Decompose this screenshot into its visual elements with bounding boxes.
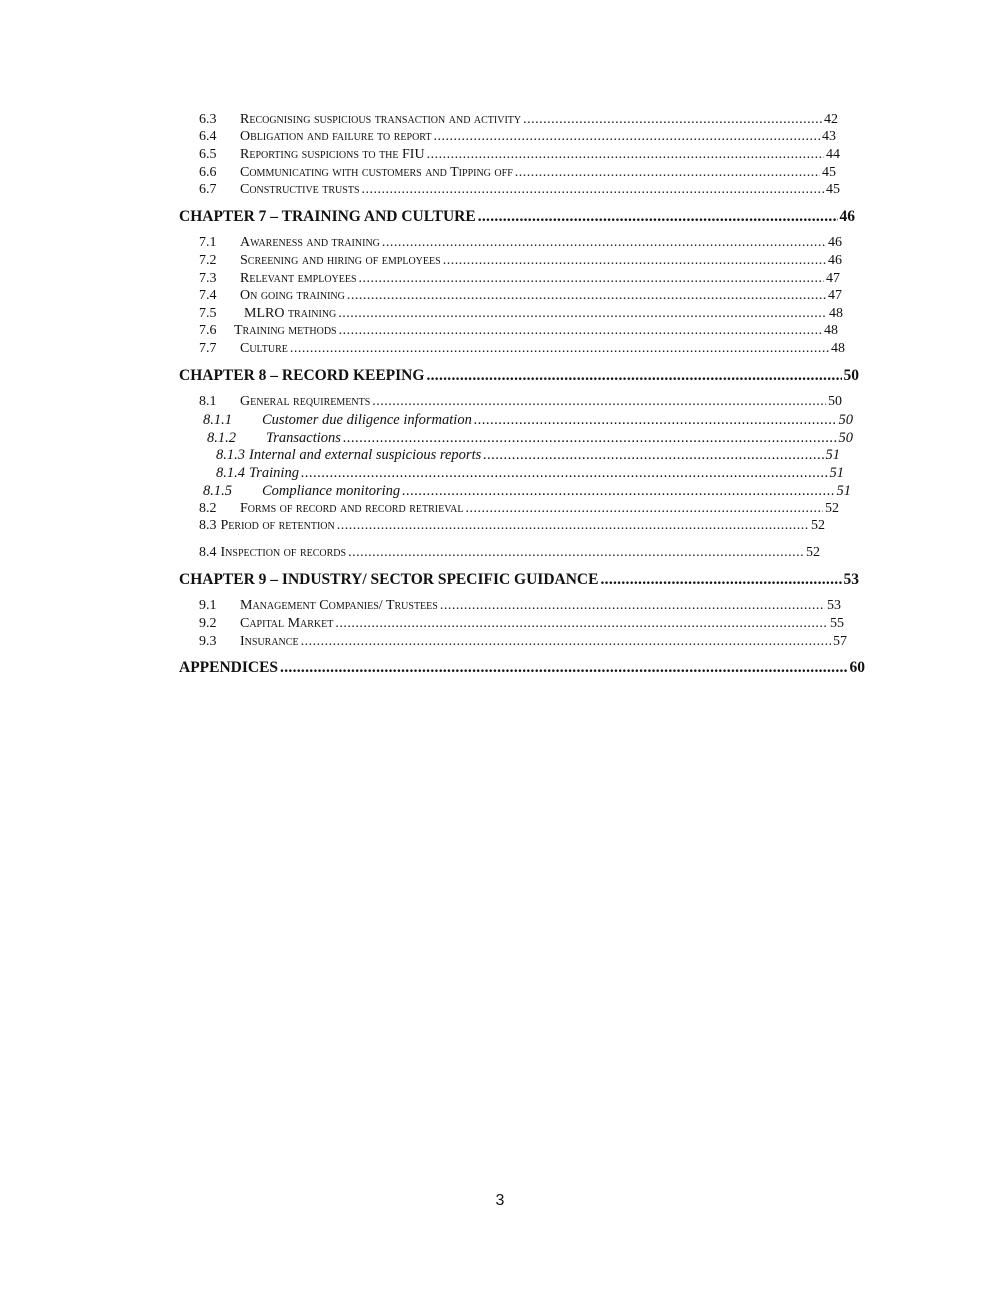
toc-entry[interactable] — [199, 129, 836, 147]
toc-entry-page: 53 — [827, 598, 841, 613]
toc-entry-page: 51 — [836, 483, 851, 499]
dot-leader — [443, 253, 826, 269]
toc-entry-title: Obligation and failure to report — [240, 129, 432, 144]
toc-entry-page: 46 — [828, 235, 842, 250]
dot-leader — [427, 147, 824, 163]
toc-entry-page: 50 — [828, 394, 842, 409]
toc-entry[interactable] — [203, 412, 853, 430]
dot-leader — [343, 430, 837, 447]
toc-entry-number: 7.3 — [199, 271, 217, 286]
dot-leader — [483, 447, 823, 464]
toc-entry[interactable] — [199, 341, 845, 359]
toc-entry-page: 43 — [822, 129, 836, 144]
dot-leader — [465, 501, 823, 517]
dot-leader — [523, 112, 822, 128]
toc-entry-page: 45 — [822, 165, 836, 180]
toc-entry-page: 55 — [830, 616, 844, 631]
toc-entry-title: Transactions — [266, 430, 341, 446]
toc-entry-number: 9.2 — [199, 616, 217, 631]
toc-entry-number: 6.3 — [199, 112, 217, 127]
toc-entry-title: Management Companies/ Trustees — [240, 598, 438, 613]
toc-entry-number: 8.1.4 — [216, 465, 245, 481]
toc-entry-number: 8.4 — [199, 545, 217, 560]
dot-leader — [339, 323, 822, 339]
toc-entry-number: 8.1 — [199, 394, 217, 409]
toc-entry-number: 7.5 — [199, 306, 217, 321]
toc-entry-number: 7.7 — [199, 341, 217, 356]
toc-entry-title: Forms of record and record retrieval — [240, 501, 464, 516]
dot-leader — [515, 165, 820, 181]
toc-entry-title: Training methods — [234, 323, 337, 338]
toc-entry-number: 8.1.1 — [203, 412, 232, 428]
toc-chapter-title: APPENDICES — [179, 659, 279, 676]
toc-entry-title: Communicating with customers and Tipping off — [240, 165, 513, 180]
toc-entry-title: Relevant employees — [240, 271, 357, 286]
toc-entry-page: 57 — [833, 634, 847, 649]
toc-entry-page: 52 — [825, 501, 839, 516]
dot-leader — [478, 208, 838, 226]
toc-chapter-page: 53 — [843, 571, 859, 588]
dot-leader — [474, 412, 837, 429]
toc-entry[interactable] — [199, 253, 842, 271]
toc-entry-title: Compliance monitoring — [262, 483, 401, 499]
toc-entry-number: 7.6 — [199, 323, 217, 338]
toc-entry-title: Internal and external suspicious reports — [249, 447, 482, 463]
toc-entry-title: Screening and hiring of employees — [240, 253, 441, 268]
toc-entry[interactable] — [199, 306, 843, 324]
toc-entry-page: 42 — [824, 112, 838, 127]
toc-entry-number: 6.5 — [199, 147, 217, 162]
toc-entry-page: 51 — [829, 465, 844, 481]
toc-entry[interactable] — [216, 465, 844, 483]
dot-leader — [433, 129, 820, 145]
toc-entry-title: Culture — [240, 341, 288, 356]
toc-entry[interactable] — [199, 165, 836, 183]
page-number: 3 — [495, 1192, 505, 1209]
toc-entry-page: 48 — [824, 323, 838, 338]
dot-leader — [290, 341, 829, 357]
dot-leader — [347, 288, 826, 304]
toc-entry-page: 46 — [828, 253, 842, 268]
toc-entry-title: Insurance — [240, 634, 299, 649]
toc-entry[interactable] — [199, 235, 842, 253]
toc-entry-number: 9.1 — [199, 598, 217, 613]
dot-leader — [348, 545, 804, 561]
toc-chapter-title: CHAPTER 8 – RECORD KEEPING — [179, 367, 425, 384]
dot-leader — [372, 394, 826, 410]
toc-entry[interactable] — [199, 394, 842, 412]
toc-chapter[interactable] — [179, 367, 859, 385]
toc-entry-number: 8.1.2 — [207, 430, 236, 446]
toc-entry-title: Customer due diligence information — [262, 412, 472, 428]
toc-chapter[interactable] — [179, 659, 865, 677]
toc-chapter-title: CHAPTER 7 – TRAINING AND CULTURE — [179, 208, 476, 225]
toc-entry-title: Training — [249, 465, 299, 481]
dot-leader — [301, 634, 831, 650]
dot-leader — [301, 465, 828, 482]
dot-leader — [440, 598, 825, 614]
toc-entry-title: Awareness and training — [240, 235, 380, 250]
dot-leader — [382, 235, 826, 251]
toc-entry-page: 45 — [826, 182, 840, 197]
dot-leader — [335, 616, 828, 632]
toc-entry[interactable] — [199, 182, 840, 200]
toc-entry[interactable] — [199, 501, 839, 519]
toc-entry-title: On going training — [240, 288, 345, 303]
toc-entry-title: Reporting suspicions to the FIU — [240, 147, 425, 162]
toc-chapter[interactable] — [179, 208, 855, 226]
toc-chapter-title: CHAPTER 9 – INDUSTRY/ SECTOR SPECIFIC GUIDANCE — [179, 571, 599, 588]
toc-entry-number: 7.4 — [199, 288, 217, 303]
toc-entry[interactable] — [216, 447, 840, 465]
toc-entry-page: 48 — [829, 306, 843, 321]
toc-entry-title: Constructive trusts — [240, 182, 360, 197]
toc-entry-number: 6.6 — [199, 165, 217, 180]
dot-leader — [600, 571, 841, 589]
toc-entry-page: 52 — [806, 545, 820, 560]
dot-leader — [426, 367, 841, 385]
toc-entry-title: General requirements — [240, 394, 371, 409]
dot-leader — [280, 659, 847, 677]
toc-entry[interactable] — [199, 147, 840, 165]
toc-entry-number: 8.1.3 — [216, 447, 245, 463]
toc-entry-title: Recognising suspicious transaction and activity — [240, 112, 522, 127]
toc-entry-page: 44 — [826, 147, 840, 162]
toc-entry[interactable] — [199, 598, 841, 616]
toc-entry-page: 50 — [838, 412, 853, 428]
toc-entry-title: MLRO training — [244, 306, 337, 321]
dot-leader — [402, 483, 834, 500]
toc-entry-page: 47 — [828, 288, 842, 303]
toc-entry-number: 8.1.5 — [203, 483, 232, 499]
toc-entry-number: 8.3 — [199, 518, 217, 533]
toc-entry[interactable] — [199, 271, 840, 289]
dot-leader — [337, 518, 809, 534]
toc-chapter-page: 50 — [843, 367, 859, 384]
toc-entry-page: 51 — [825, 447, 840, 463]
toc-entry[interactable] — [199, 518, 825, 536]
toc-entry-title: Period of retention — [220, 518, 335, 533]
toc-entry-number: 6.7 — [199, 182, 217, 197]
toc-entry-title: Capital Market — [240, 616, 334, 631]
toc-entry[interactable] — [199, 545, 820, 563]
toc-entry[interactable] — [199, 288, 842, 306]
toc-entry-page: 47 — [826, 271, 840, 286]
toc-entry[interactable] — [199, 323, 838, 341]
toc-entry-page: 48 — [831, 341, 845, 356]
toc-chapter[interactable] — [179, 571, 859, 589]
toc-entry-page: 50 — [838, 430, 853, 446]
toc-chapter-page: 46 — [839, 208, 855, 225]
toc-entry[interactable] — [207, 430, 853, 448]
dot-leader — [362, 182, 824, 198]
dot-leader — [359, 271, 824, 287]
dot-leader — [338, 306, 827, 322]
toc-entry[interactable] — [199, 112, 838, 130]
toc-entry-number: 8.2 — [199, 501, 217, 516]
toc-entry-number: 9.3 — [199, 634, 217, 649]
toc-entry[interactable] — [199, 616, 844, 634]
toc-entry-number: 7.1 — [199, 235, 217, 250]
toc-entry[interactable] — [199, 634, 847, 652]
toc-entry[interactable] — [203, 483, 851, 501]
toc-chapter-page: 60 — [849, 659, 865, 676]
toc-entry-number: 6.4 — [199, 129, 217, 144]
toc-entry-page: 52 — [811, 518, 825, 533]
toc-entry-number: 7.2 — [199, 253, 217, 268]
toc-entry-title: Inspection of records — [220, 545, 347, 560]
